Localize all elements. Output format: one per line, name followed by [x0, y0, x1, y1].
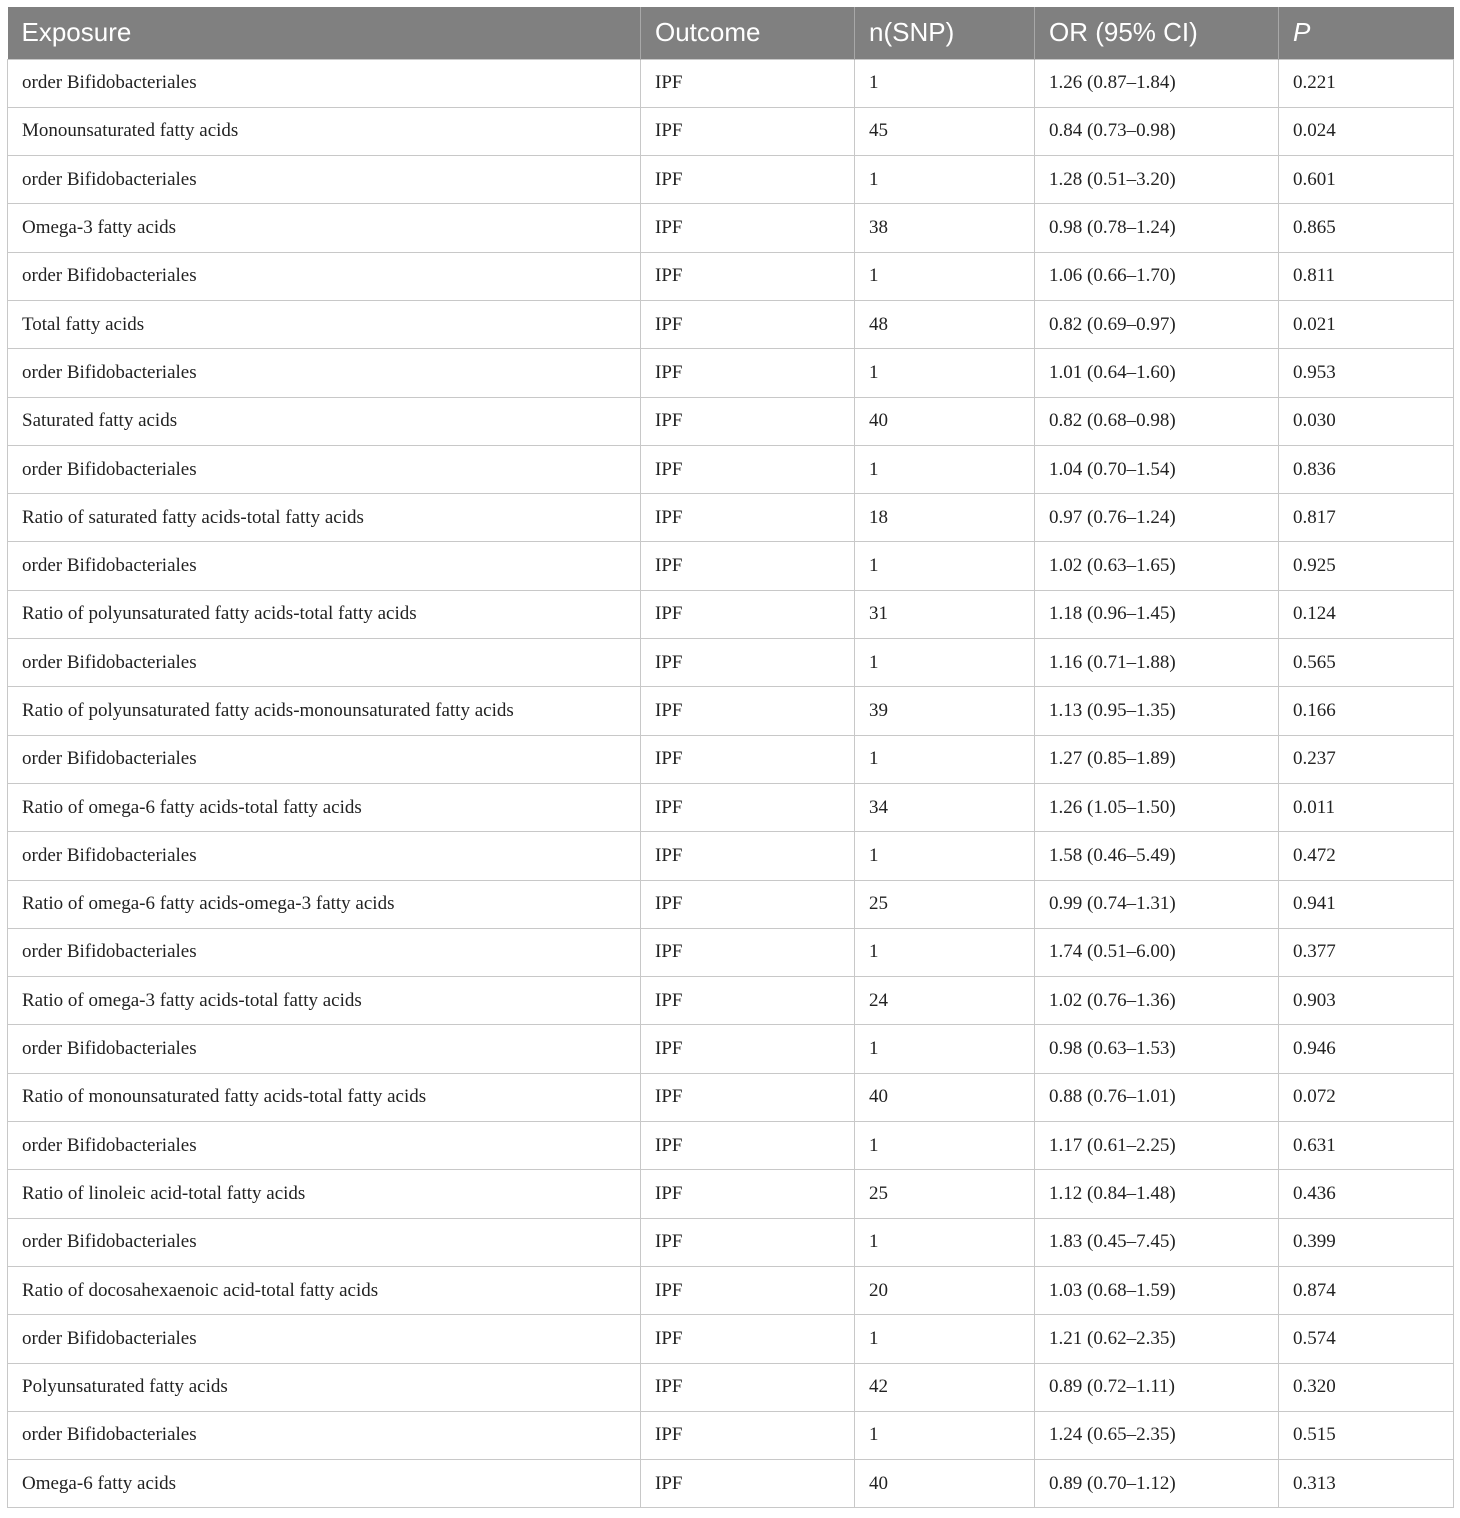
table-row [8, 783, 1454, 831]
cell-outcome: IPF [641, 542, 855, 590]
cell-or-ci: 0.99 (0.74–1.31) [1035, 880, 1279, 928]
table-row [8, 977, 1454, 1025]
cell-nsnp: 25 [855, 880, 1035, 928]
cell-nsnp: 31 [855, 590, 1035, 638]
cell-p: 0.072 [1279, 1073, 1454, 1121]
cell-exposure: order Bifidobacteriales [8, 1025, 641, 1073]
cell-exposure: order Bifidobacteriales [8, 928, 641, 976]
table-row [8, 1363, 1454, 1411]
cell-p: 0.811 [1279, 252, 1454, 300]
cell-p: 0.631 [1279, 1122, 1454, 1170]
cell-nsnp: 24 [855, 977, 1035, 1025]
cell-or-ci: 0.89 (0.72–1.11) [1035, 1363, 1279, 1411]
cell-exposure: order Bifidobacteriales [8, 445, 641, 493]
cell-exposure: Omega-3 fatty acids [8, 204, 641, 252]
cell-p: 0.574 [1279, 1315, 1454, 1363]
table-row [8, 107, 1454, 155]
cell-outcome: IPF [641, 590, 855, 638]
col-header-or-ci: OR (95% CI) [1035, 7, 1279, 59]
cell-or-ci: 0.82 (0.69–0.97) [1035, 300, 1279, 348]
cell-or-ci: 1.02 (0.76–1.36) [1035, 977, 1279, 1025]
cell-exposure: order Bifidobacteriales [8, 639, 641, 687]
table-row [8, 1073, 1454, 1121]
cell-p: 0.011 [1279, 783, 1454, 831]
cell-exposure: Ratio of monounsaturated fatty acids-total fatty acids [8, 1073, 641, 1121]
cell-p: 0.221 [1279, 59, 1454, 107]
cell-or-ci: 1.18 (0.96–1.45) [1035, 590, 1279, 638]
cell-outcome: IPF [641, 1315, 855, 1363]
cell-exposure: order Bifidobacteriales [8, 252, 641, 300]
cell-nsnp: 39 [855, 687, 1035, 735]
cell-outcome: IPF [641, 735, 855, 783]
cell-or-ci: 0.98 (0.63–1.53) [1035, 1025, 1279, 1073]
cell-p: 0.946 [1279, 1025, 1454, 1073]
cell-nsnp: 18 [855, 494, 1035, 542]
cell-exposure: Ratio of polyunsaturated fatty acids-total fatty acids [8, 590, 641, 638]
table-row [8, 494, 1454, 542]
cell-nsnp: 40 [855, 1073, 1035, 1121]
cell-p: 0.377 [1279, 928, 1454, 976]
table-row [8, 59, 1454, 107]
cell-nsnp: 1 [855, 832, 1035, 880]
cell-exposure: order Bifidobacteriales [8, 1315, 641, 1363]
cell-or-ci: 0.98 (0.78–1.24) [1035, 204, 1279, 252]
table-row [8, 687, 1454, 735]
table-row [8, 397, 1454, 445]
table-row [8, 542, 1454, 590]
cell-outcome: IPF [641, 880, 855, 928]
cell-outcome: IPF [641, 59, 855, 107]
cell-p: 0.874 [1279, 1266, 1454, 1314]
cell-outcome: IPF [641, 1170, 855, 1218]
cell-exposure: order Bifidobacteriales [8, 59, 641, 107]
cell-exposure: order Bifidobacteriales [8, 349, 641, 397]
cell-exposure: order Bifidobacteriales [8, 1122, 641, 1170]
cell-nsnp: 1 [855, 1315, 1035, 1363]
cell-outcome: IPF [641, 687, 855, 735]
table-row [8, 300, 1454, 348]
table-row [8, 1315, 1454, 1363]
cell-or-ci: 0.88 (0.76–1.01) [1035, 1073, 1279, 1121]
cell-outcome: IPF [641, 1460, 855, 1508]
cell-nsnp: 1 [855, 928, 1035, 976]
cell-outcome: IPF [641, 1411, 855, 1459]
cell-outcome: IPF [641, 1073, 855, 1121]
cell-p: 0.836 [1279, 445, 1454, 493]
table-row [8, 639, 1454, 687]
cell-nsnp: 42 [855, 1363, 1035, 1411]
cell-or-ci: 1.58 (0.46–5.49) [1035, 832, 1279, 880]
cell-outcome: IPF [641, 494, 855, 542]
cell-p: 0.021 [1279, 300, 1454, 348]
cell-nsnp: 45 [855, 107, 1035, 155]
cell-nsnp: 20 [855, 1266, 1035, 1314]
table-row [8, 880, 1454, 928]
cell-outcome: IPF [641, 1363, 855, 1411]
cell-p: 0.313 [1279, 1460, 1454, 1508]
cell-p: 0.903 [1279, 977, 1454, 1025]
cell-outcome: IPF [641, 1218, 855, 1266]
cell-nsnp: 34 [855, 783, 1035, 831]
cell-or-ci: 1.83 (0.45–7.45) [1035, 1218, 1279, 1266]
table-row [8, 1411, 1454, 1459]
cell-nsnp: 1 [855, 349, 1035, 397]
cell-or-ci: 0.97 (0.76–1.24) [1035, 494, 1279, 542]
cell-exposure: order Bifidobacteriales [8, 156, 641, 204]
table-row [8, 832, 1454, 880]
cell-exposure: order Bifidobacteriales [8, 1411, 641, 1459]
cell-or-ci: 1.06 (0.66–1.70) [1035, 252, 1279, 300]
table-row [8, 204, 1454, 252]
cell-outcome: IPF [641, 107, 855, 155]
table-row [8, 156, 1454, 204]
table-row [8, 1218, 1454, 1266]
cell-p: 0.030 [1279, 397, 1454, 445]
cell-or-ci: 1.27 (0.85–1.89) [1035, 735, 1279, 783]
cell-outcome: IPF [641, 397, 855, 445]
cell-p: 0.024 [1279, 107, 1454, 155]
table-row [8, 349, 1454, 397]
cell-exposure: Ratio of docosahexaenoic acid-total fatty acids [8, 1266, 641, 1314]
cell-or-ci: 0.89 (0.70–1.12) [1035, 1460, 1279, 1508]
cell-nsnp: 40 [855, 397, 1035, 445]
cell-outcome: IPF [641, 1266, 855, 1314]
col-header-nsnp: n(SNP) [855, 7, 1035, 59]
cell-outcome: IPF [641, 252, 855, 300]
cell-or-ci: 1.02 (0.63–1.65) [1035, 542, 1279, 590]
cell-exposure: Ratio of linoleic acid-total fatty acids [8, 1170, 641, 1218]
cell-nsnp: 1 [855, 639, 1035, 687]
cell-exposure: Total fatty acids [8, 300, 641, 348]
cell-or-ci: 1.03 (0.68–1.59) [1035, 1266, 1279, 1314]
table-body [8, 59, 1454, 1508]
cell-outcome: IPF [641, 783, 855, 831]
cell-nsnp: 25 [855, 1170, 1035, 1218]
cell-outcome: IPF [641, 204, 855, 252]
col-header-outcome: Outcome [641, 7, 855, 59]
cell-outcome: IPF [641, 1025, 855, 1073]
cell-nsnp: 1 [855, 1218, 1035, 1266]
cell-p: 0.565 [1279, 639, 1454, 687]
cell-exposure: Ratio of omega-6 fatty acids-total fatty acids [8, 783, 641, 831]
table-row [8, 1266, 1454, 1314]
col-header-p: P [1279, 7, 1454, 59]
cell-or-ci: 1.28 (0.51–3.20) [1035, 156, 1279, 204]
cell-exposure: Ratio of saturated fatty acids-total fatty acids [8, 494, 641, 542]
cell-outcome: IPF [641, 156, 855, 204]
cell-exposure: Ratio of polyunsaturated fatty acids-monounsaturated fatty acids [8, 687, 641, 735]
table-row [8, 590, 1454, 638]
cell-exposure: Omega-6 fatty acids [8, 1460, 641, 1508]
cell-p: 0.601 [1279, 156, 1454, 204]
cell-p: 0.817 [1279, 494, 1454, 542]
cell-outcome: IPF [641, 300, 855, 348]
cell-exposure: order Bifidobacteriales [8, 735, 641, 783]
cell-p: 0.941 [1279, 880, 1454, 928]
cell-or-ci: 1.21 (0.62–2.35) [1035, 1315, 1279, 1363]
cell-exposure: order Bifidobacteriales [8, 1218, 641, 1266]
cell-nsnp: 1 [855, 1411, 1035, 1459]
cell-outcome: IPF [641, 832, 855, 880]
header-row [8, 7, 1454, 59]
cell-outcome: IPF [641, 977, 855, 1025]
cell-nsnp: 1 [855, 542, 1035, 590]
table-row [8, 252, 1454, 300]
cell-or-ci: 1.26 (0.87–1.84) [1035, 59, 1279, 107]
cell-nsnp: 38 [855, 204, 1035, 252]
col-header-exposure: Exposure [8, 7, 641, 59]
cell-p: 0.472 [1279, 832, 1454, 880]
cell-exposure: Polyunsaturated fatty acids [8, 1363, 641, 1411]
cell-outcome: IPF [641, 445, 855, 493]
cell-nsnp: 1 [855, 252, 1035, 300]
cell-p: 0.166 [1279, 687, 1454, 735]
cell-outcome: IPF [641, 928, 855, 976]
results-table [7, 7, 1454, 1508]
cell-p: 0.865 [1279, 204, 1454, 252]
cell-or-ci: 1.17 (0.61–2.25) [1035, 1122, 1279, 1170]
cell-p: 0.399 [1279, 1218, 1454, 1266]
cell-exposure: order Bifidobacteriales [8, 542, 641, 590]
cell-nsnp: 1 [855, 1122, 1035, 1170]
cell-outcome: IPF [641, 349, 855, 397]
cell-p: 0.436 [1279, 1170, 1454, 1218]
cell-or-ci: 1.13 (0.95–1.35) [1035, 687, 1279, 735]
cell-nsnp: 1 [855, 445, 1035, 493]
cell-or-ci: 1.12 (0.84–1.48) [1035, 1170, 1279, 1218]
cell-nsnp: 48 [855, 300, 1035, 348]
cell-nsnp: 1 [855, 1025, 1035, 1073]
table-row [8, 1122, 1454, 1170]
cell-nsnp: 1 [855, 735, 1035, 783]
cell-outcome: IPF [641, 1122, 855, 1170]
cell-or-ci: 1.01 (0.64–1.60) [1035, 349, 1279, 397]
cell-nsnp: 40 [855, 1460, 1035, 1508]
table-row [8, 1170, 1454, 1218]
cell-exposure: Ratio of omega-6 fatty acids-omega-3 fatty acids [8, 880, 641, 928]
cell-p: 0.953 [1279, 349, 1454, 397]
table-row [8, 1460, 1454, 1508]
cell-p: 0.925 [1279, 542, 1454, 590]
cell-or-ci: 1.24 (0.65–2.35) [1035, 1411, 1279, 1459]
cell-or-ci: 1.16 (0.71–1.88) [1035, 639, 1279, 687]
cell-exposure: Saturated fatty acids [8, 397, 641, 445]
cell-p: 0.515 [1279, 1411, 1454, 1459]
table-row [8, 735, 1454, 783]
cell-nsnp: 1 [855, 59, 1035, 107]
table-row [8, 1025, 1454, 1073]
table-row [8, 445, 1454, 493]
cell-p: 0.320 [1279, 1363, 1454, 1411]
cell-outcome: IPF [641, 639, 855, 687]
cell-p: 0.124 [1279, 590, 1454, 638]
cell-exposure: Ratio of omega-3 fatty acids-total fatty acids [8, 977, 641, 1025]
cell-or-ci: 0.82 (0.68–0.98) [1035, 397, 1279, 445]
cell-exposure: order Bifidobacteriales [8, 832, 641, 880]
cell-nsnp: 1 [855, 156, 1035, 204]
cell-p: 0.237 [1279, 735, 1454, 783]
cell-or-ci: 0.84 (0.73–0.98) [1035, 107, 1279, 155]
cell-or-ci: 1.04 (0.70–1.54) [1035, 445, 1279, 493]
cell-exposure: Monounsaturated fatty acids [8, 107, 641, 155]
cell-or-ci: 1.74 (0.51–6.00) [1035, 928, 1279, 976]
cell-or-ci: 1.26 (1.05–1.50) [1035, 783, 1279, 831]
table-row [8, 928, 1454, 976]
